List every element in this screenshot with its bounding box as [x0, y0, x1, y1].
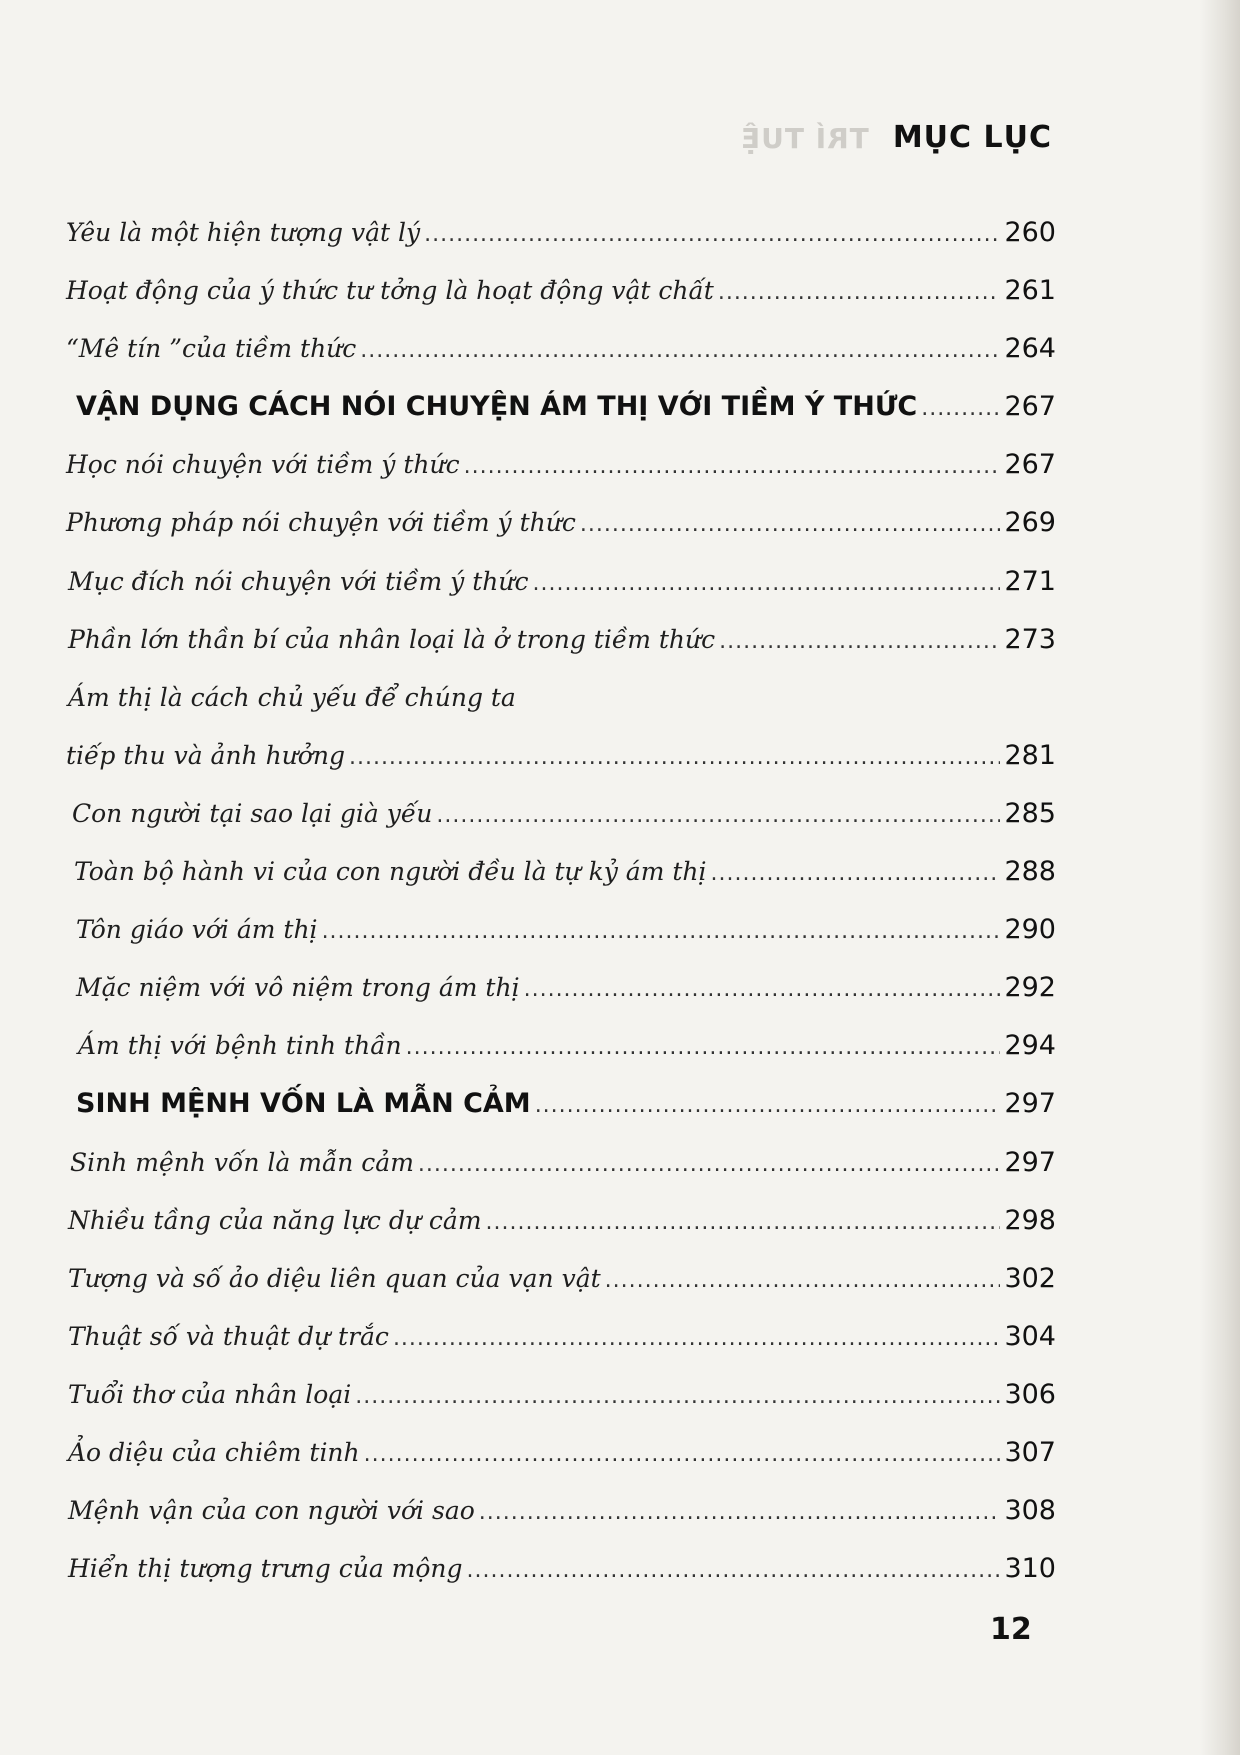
dot-leader [349, 729, 1000, 787]
toc-item [66, 669, 1056, 727]
toc-entry-title: Sinh mệnh vốn là mẫn cảm [70, 1147, 414, 1177]
dot-leader [486, 1194, 1001, 1252]
toc-entry-page: 298 [1004, 1204, 1056, 1236]
dot-leader [711, 845, 1001, 903]
toc-entry-title: Ám thị với bệnh tinh thần [78, 1031, 402, 1061]
dot-leader [355, 1368, 1000, 1426]
dot-leader [418, 1136, 1001, 1194]
toc-item [66, 320, 1056, 378]
toc-item [66, 1424, 1056, 1482]
toc-entry-title: Toàn bộ hành vi của con người đều là tự kỷ ám thị [74, 857, 707, 887]
toc-entry-title: Phần lớn thần bí của nhân loại là ở trong tiềm thức [68, 624, 716, 654]
dot-leader [580, 496, 1001, 554]
dot-leader [719, 613, 1000, 671]
toc-item [66, 494, 1056, 552]
toc-entry-page: 288 [1004, 856, 1056, 888]
toc-entry-page: 260 [1004, 217, 1056, 248]
page-header [740, 116, 1060, 160]
toc-chapter [66, 1075, 1056, 1133]
toc-entry-page: 281 [1004, 739, 1056, 771]
toc-entry-title: Tuổi thơ của nhân loại [68, 1379, 352, 1409]
toc-entry-page: 292 [1004, 972, 1056, 1004]
toc-item [66, 1134, 1056, 1192]
dot-leader [532, 555, 1000, 613]
toc-item [66, 901, 1056, 959]
toc-entry-page: 310 [1004, 1553, 1056, 1585]
toc-item [66, 1192, 1056, 1250]
toc-chapter [66, 378, 1056, 436]
toc-entry-title: Con người tại sao lại già yếu [72, 798, 433, 828]
toc-item [66, 959, 1056, 1017]
toc-entry-page: 267 [1004, 391, 1056, 423]
toc-entry-title: “Mê tín ”của tiềm thức [66, 334, 357, 364]
toc-entry-title: Hoạt động của ý thức tư tởng là hoạt động vật chất [66, 276, 714, 306]
dot-leader [364, 1426, 1001, 1484]
dot-leader [718, 264, 1001, 322]
dot-leader [535, 1077, 1001, 1135]
toc-entry-page: 269 [1004, 507, 1056, 539]
dot-leader [605, 1252, 1001, 1310]
toc-entry-title: Tượng và số ảo diệu liên quan của vạn vật [68, 1263, 601, 1293]
toc-entry-title: Mặc niệm với vô niệm trong ám thị [76, 973, 520, 1003]
page-title: MỤC LỤC [892, 120, 1052, 155]
dot-leader [524, 961, 1001, 1019]
table-of-contents [66, 204, 1056, 1598]
page-number: 12 [990, 1612, 1032, 1647]
page-edge [1200, 0, 1240, 1755]
toc-item [66, 1540, 1056, 1598]
toc-entry-title: Học nói chuyện với tiềm ý thức [66, 450, 460, 480]
toc-entry-title: Mệnh vận của con người với sao [68, 1496, 475, 1526]
toc-entry-page: 297 [1004, 1088, 1056, 1120]
toc-entry-page: 306 [1004, 1378, 1056, 1410]
toc-item [66, 611, 1056, 669]
dot-leader [393, 1310, 1001, 1368]
toc-entry-page: 304 [1004, 1320, 1056, 1352]
dot-leader [406, 1019, 1001, 1077]
toc-entry-title: Mục đích nói chuyện với tiềm ý thức [68, 566, 529, 596]
dot-leader [322, 903, 1001, 961]
toc-item [66, 1017, 1056, 1075]
toc-entry-page: 271 [1004, 565, 1056, 597]
toc-item [66, 436, 1056, 494]
toc-entry-page: 294 [1004, 1030, 1056, 1062]
toc-entry-title: Yêu là một hiện tượng vật lý [66, 218, 421, 247]
toc-entry-title: tiếp thu và ảnh hưởng [66, 740, 345, 770]
toc-item [66, 262, 1056, 320]
toc-entry-page: 302 [1004, 1262, 1056, 1294]
toc-entry-page: 297 [1004, 1146, 1056, 1178]
toc-entry-page: 267 [1004, 449, 1056, 481]
toc-entry-page: 261 [1004, 275, 1056, 307]
bleed-through-text: TRÍ TUỆ [740, 122, 869, 155]
toc-entry-title: Ảo diệu của chiêm tinh [68, 1437, 360, 1467]
dot-leader [424, 206, 1000, 264]
dot-leader [464, 438, 1001, 496]
toc-item [66, 1250, 1056, 1308]
toc-item [66, 204, 1056, 262]
toc-entry-title: VẬN DỤNG CÁCH NÓI CHUYỆN ÁM THỊ VỚI TIỀM Ý THỨC [76, 391, 918, 423]
toc-entry-page: 273 [1004, 623, 1056, 655]
toc-item [66, 785, 1056, 843]
toc-item [66, 843, 1056, 901]
dot-leader [360, 322, 1000, 380]
toc-item [66, 1308, 1056, 1366]
toc-item [66, 727, 1056, 785]
toc-item [66, 1482, 1056, 1540]
toc-entry-title: Phương pháp nói chuyện với tiềm ý thức [66, 508, 576, 538]
dot-leader [479, 1484, 1001, 1542]
toc-entry-title: SINH MỆNH VỐN LÀ MẪN CẢM [76, 1088, 531, 1120]
toc-entry-title: Tôn giáo với ám thị [76, 915, 318, 945]
toc-entry-page: 264 [1004, 333, 1056, 365]
toc-entry-title: Hiển thị tượng trưng của mộng [68, 1554, 463, 1584]
toc-entry-page: 290 [1004, 914, 1056, 946]
dot-leader [921, 380, 1000, 438]
toc-entry-title: Ám thị là cách chủ yếu để chúng ta [68, 682, 516, 712]
toc-item [66, 553, 1056, 611]
toc-entry-page: 285 [1004, 797, 1056, 829]
toc-entry-page: 307 [1004, 1436, 1056, 1468]
toc-item [66, 1366, 1056, 1424]
toc-entry-title: Nhiều tầng của năng lực dự cảm [68, 1205, 482, 1235]
dot-leader [436, 787, 1000, 845]
toc-entry-page: 308 [1004, 1495, 1056, 1527]
toc-entry-title: Thuật số và thuật dự trắc [68, 1321, 389, 1351]
dot-leader [467, 1542, 1001, 1600]
